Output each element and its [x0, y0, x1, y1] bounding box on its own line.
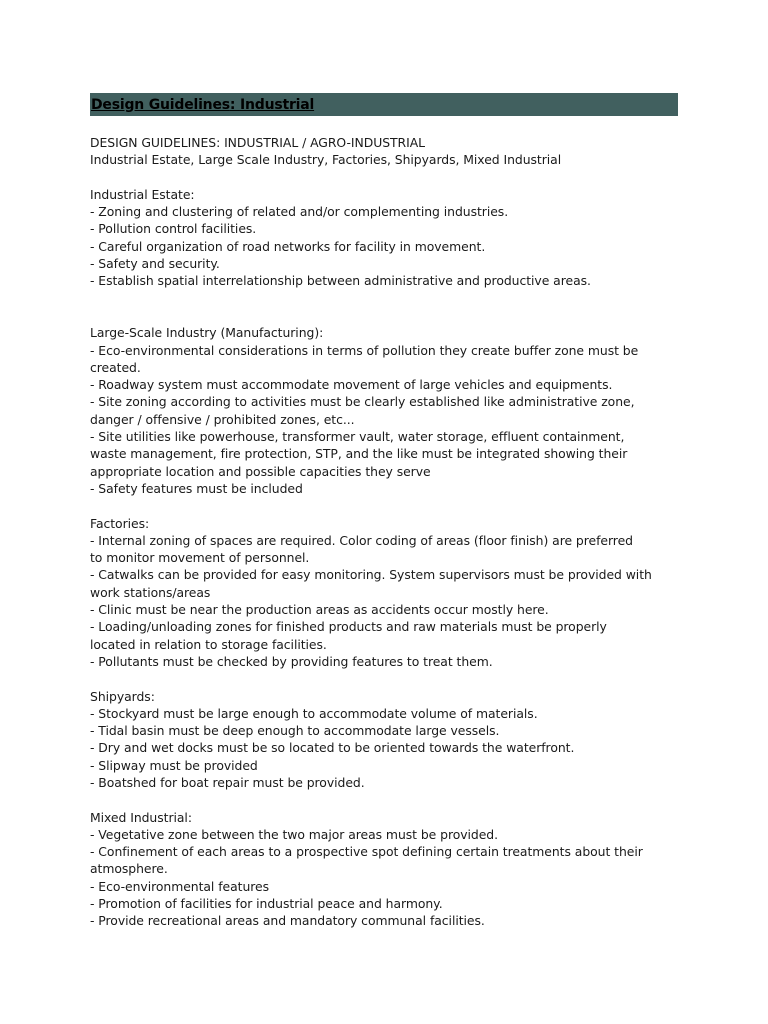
list-item: - Site zoning according to activities must be clearly established like administrative zone, [90, 394, 635, 410]
section-heading: Factories: [90, 515, 150, 531]
list-item: - Promotion of facilities for industrial peace and harmony. [90, 896, 443, 912]
list-item: - Provide recreational areas and mandatory communal facilities. [90, 913, 485, 929]
section-heading: Shipyards: [90, 688, 155, 704]
list-item: - Confinement of each areas to a prospective spot defining certain treatments about their [90, 844, 643, 860]
list-item: - Dry and wet docks must be so located to be oriented towards the waterfront. [90, 740, 575, 756]
list-item: - Loading/unloading zones for finished products and raw materials must be properly [90, 619, 607, 635]
list-item: - Eco-environmental considerations in terms of pollution they create buffer zone must be [90, 342, 639, 358]
section-heading: Industrial Estate: [90, 186, 195, 202]
list-item: - Zoning and clustering of related and/or complementing industries. [90, 204, 509, 220]
list-item: - Clinic must be near the production areas as accidents occur mostly here. [90, 602, 549, 618]
list-item: - Safety and security. [90, 256, 220, 272]
list-item: - Site utilities like powerhouse, transformer vault, water storage, effluent containment, [90, 429, 625, 445]
list-item: - Careful organization of road networks for facility in movement. [90, 238, 486, 254]
list-item: - Roadway system must accommodate movement of large vehicles and equipments. [90, 377, 613, 393]
list-item: - Pollution control facilities. [90, 221, 257, 237]
list-item: - Slipway must be provided [90, 757, 258, 773]
list-item: located in relation to storage facilities. [90, 636, 327, 652]
section-large-scale-industry [90, 324, 678, 497]
intro-heading: DESIGN GUIDELINES: INDUSTRIAL / AGRO-INDUSTRIAL [90, 135, 425, 150]
title-bar [90, 93, 678, 116]
list-item: - Stockyard must be large enough to accommodate volume of materials. [90, 705, 538, 721]
list-item: waste management, fire protection, STP, and the like must be integrated showing their [90, 446, 628, 462]
list-item: appropriate location and possible capacities they serve [90, 463, 431, 479]
list-item: danger / offensive / prohibited zones, etc... [90, 411, 355, 427]
document-page [90, 93, 678, 930]
list-item: - Pollutants must be checked by providing features to treat them. [90, 653, 493, 669]
section-factories [90, 515, 678, 671]
document-body [90, 134, 678, 930]
list-item: atmosphere. [90, 861, 168, 877]
list-item: - Safety features must be included [90, 480, 303, 496]
list-item: - Establish spatial interrelationship between administrative and productive areas. [90, 273, 591, 289]
list-item: created. [90, 359, 141, 375]
list-item: - Boatshed for boat repair must be provided. [90, 774, 365, 790]
list-item: - Tidal basin must be deep enough to accommodate large vessels. [90, 723, 500, 739]
page-title: Design Guidelines: Industrial [91, 96, 315, 113]
list-item: - Catwalks can be provided for easy monitoring. System supervisors must be provided with [90, 567, 652, 583]
section-heading: Mixed Industrial: [90, 809, 192, 825]
list-item: work stations/areas [90, 584, 211, 600]
list-item: - Vegetative zone between the two major areas must be provided. [90, 826, 499, 842]
section-shipyards [90, 688, 678, 792]
list-item: - Internal zoning of spaces are required. Color coding of areas (floor finish) are preferred [90, 532, 633, 548]
section-heading: Large-Scale Industry (Manufacturing): [90, 325, 324, 341]
section-mixed-industrial [90, 809, 678, 930]
intro-subheading: Industrial Estate, Large Scale Industry, Factories, Shipyards, Mixed Industrial [90, 152, 562, 168]
list-item: - Eco-environmental features [90, 878, 270, 894]
section-industrial-estate [90, 186, 678, 290]
list-item: to monitor movement of personnel. [90, 550, 310, 566]
